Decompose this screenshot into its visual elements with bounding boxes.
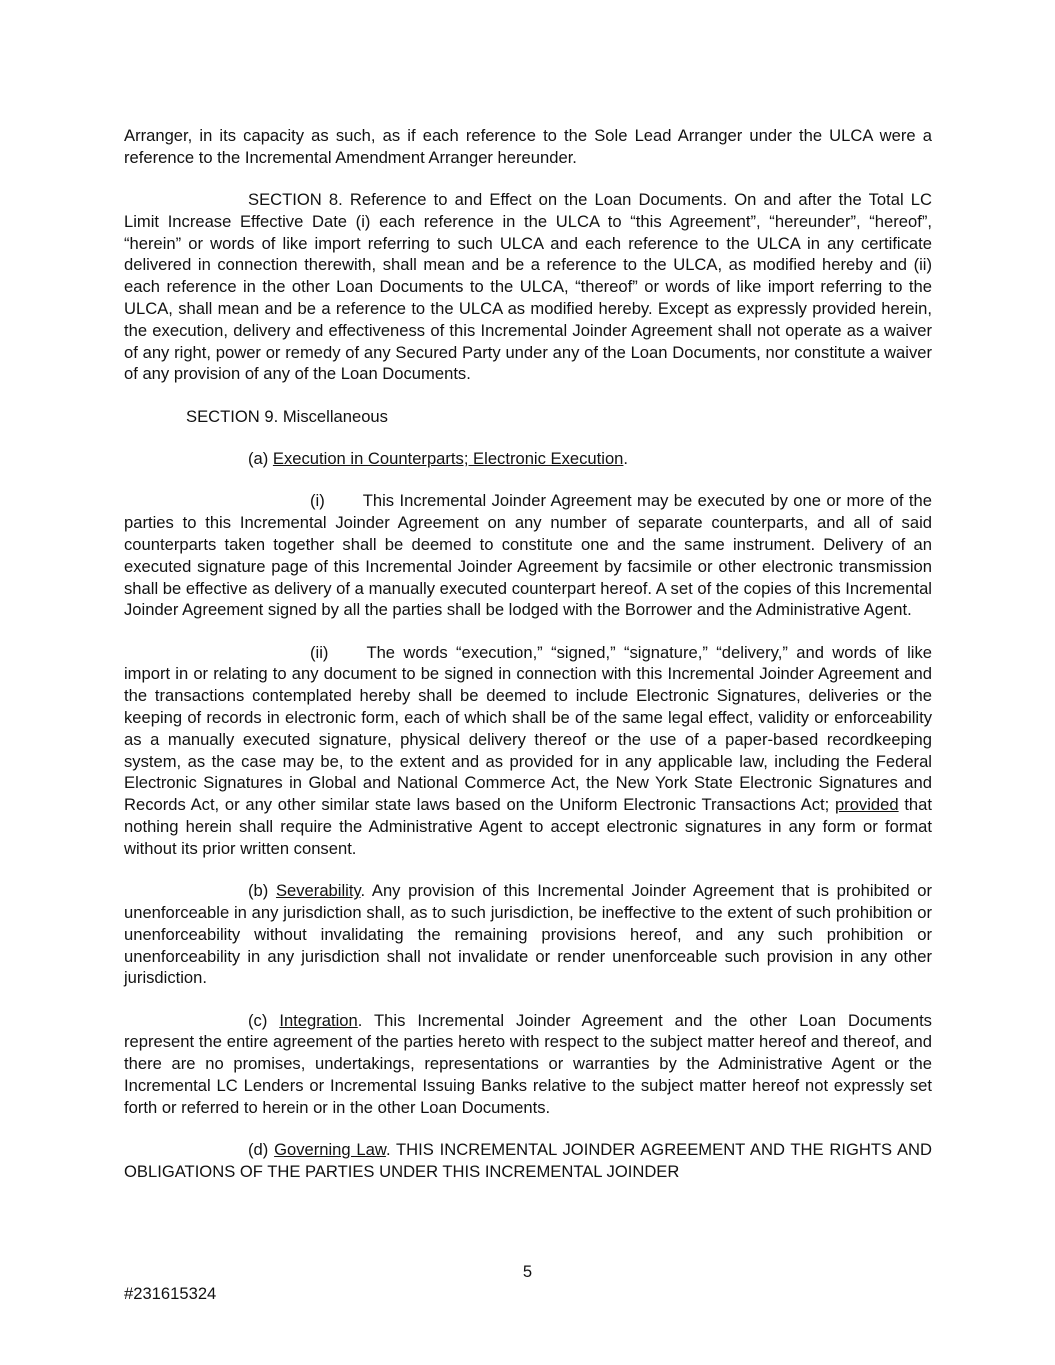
section-9a-label: (a)	[248, 449, 269, 469]
section-9b-title: Severability	[275, 881, 361, 901]
section-9a-i-text: This Incremental Joinder Agreement may be executed by one or more of the parties to this Incremental Joinder Agreement on any number of separate counterparts, and all of said counterparts taken together shall be deemed to constitute one and the same instrument. Delivery of an executed signature page of this Incremental Joinder Agreement by facsimile or other electronic transmission shall be effective as delivery of a manually executed counterpart hereof. A set of the copies of this Incremental Joinder Agreement signed by all the parties shall be lodged with the Borrower and the Administrative Agent.	[124, 491, 932, 620]
section-8-body: On and after the Total LC Limit Increase Effective Date (i) each reference in the ULCA to “this Agreement”, “hereunder”, “hereof”, “herein” or words of like import referring to such ULCA and each reference to the ULCA in any certificate delivered in connection therewith, shall mean and be a reference to the ULCA, as modified hereby and (ii) each reference in the other Loan Documents to the ULCA, “thereof” or words of like import referring to the ULCA, shall mean and be a reference to the ULCA as modified hereby. Except as expressly provided herein, the execution, delivery and effectiveness of this Incremental Joinder Agreement shall not operate as a waiver of any right, power or remedy of any Secured Party under any of the Loan Documents, nor constitute a waiver of any provision of any of the Loan Documents.	[124, 190, 932, 384]
section-9-heading: SECTION 9. Miscellaneous	[186, 406, 388, 426]
section-9a-ii-provided: provided	[834, 795, 899, 815]
section-9b-label: (b)	[248, 881, 269, 901]
section-9d-paragraph	[124, 1139, 932, 1183]
section-9c-paragraph	[124, 1010, 932, 1119]
document-id: #231615324	[124, 1284, 217, 1303]
section-9a-i-paragraph	[124, 490, 932, 621]
section-9d-title: Governing Law	[274, 1140, 386, 1160]
section-9d-text: . THIS INCREMENTAL JOINDER AGREEMENT AND THE RIGHTS AND OBLIGATIONS OF THE PARTIES UNDER THIS INCREMENTAL JOINDER	[124, 1140, 932, 1181]
paragraph-continuation: Arranger, in its capacity as such, as if each reference to the Sole Lead Arranger under the ULCA were a reference to the Incremental Amendment Arranger hereunder.	[124, 126, 932, 167]
section-9a-ii-label: (ii)	[310, 642, 329, 662]
section-9a-ii-text-after: that nothing herein shall require the Administrative Agent to accept electronic signatures in any form or format without its prior written consent.	[124, 795, 932, 858]
section-9b-text: . Any provision of this Incremental Joinder Agreement that is prohibited or unenforceable in any jurisdiction shall, as to such jurisdiction, be ineffective to the extent of such prohibition or unenforceability without invalidating the remaining provisions hereof, and any such prohibition or unenforceability in any jurisdiction shall not invalidate or render unenforceable such provision in any other jurisdiction.	[124, 881, 932, 988]
section-9c-label: (c)	[248, 1010, 268, 1030]
section-9b-paragraph	[124, 880, 932, 989]
section-9d-label: (d)	[248, 1140, 269, 1160]
section-9c-text: . This Incremental Joinder Agreement and the other Loan Documents represent the entire agreement of the parties hereto with respect to the subject matter hereof and thereof, and there are no promises, undertakings, representations or warranties by the Administrative Agent or the Incremental LC Lenders or Incremental Issuing Banks relative to the subject matter hereof not expressly set forth or referred to herein or in the other Loan Documents.	[124, 1010, 932, 1117]
section-9a-title-end: .	[623, 449, 629, 469]
section-9a-ii-paragraph	[124, 642, 932, 860]
section-8-heading: SECTION 8. Reference to and Effect on the Loan Documents.	[248, 190, 728, 210]
page-number: 5	[522, 1262, 533, 1281]
document-page	[124, 125, 932, 1183]
section-9a-i-label: (i)	[310, 491, 325, 511]
section-9a-heading	[124, 448, 932, 470]
section-9c-title: Integration	[279, 1010, 358, 1030]
section-8-paragraph	[124, 189, 932, 385]
section-9a-ii-text-before: The words “execution,” “signed,” “signature,” “delivery,” and words of like import in or relating to any document to be signed in connection with this Incremental Joinder Agreement and the transactions contemplated hereby shall be deemed to include Electronic Signatures, deliveries or the keeping of records in electronic form, each of which shall be of the same legal effect, validity or enforceability as a manually executed signature, physical delivery thereof or the use of a paper-based recordkeeping system, as the case may be, to the extent and as provided for in any applicable law, including the Federal Electronic Signatures in Global and National Commerce Act, the New York State Electronic Signatures and Records Act, or any other similar state laws based on the Uniform Electronic Transactions Act;	[124, 642, 932, 815]
section-9a-title: Execution in Counterparts; Electronic Execution	[272, 449, 624, 469]
